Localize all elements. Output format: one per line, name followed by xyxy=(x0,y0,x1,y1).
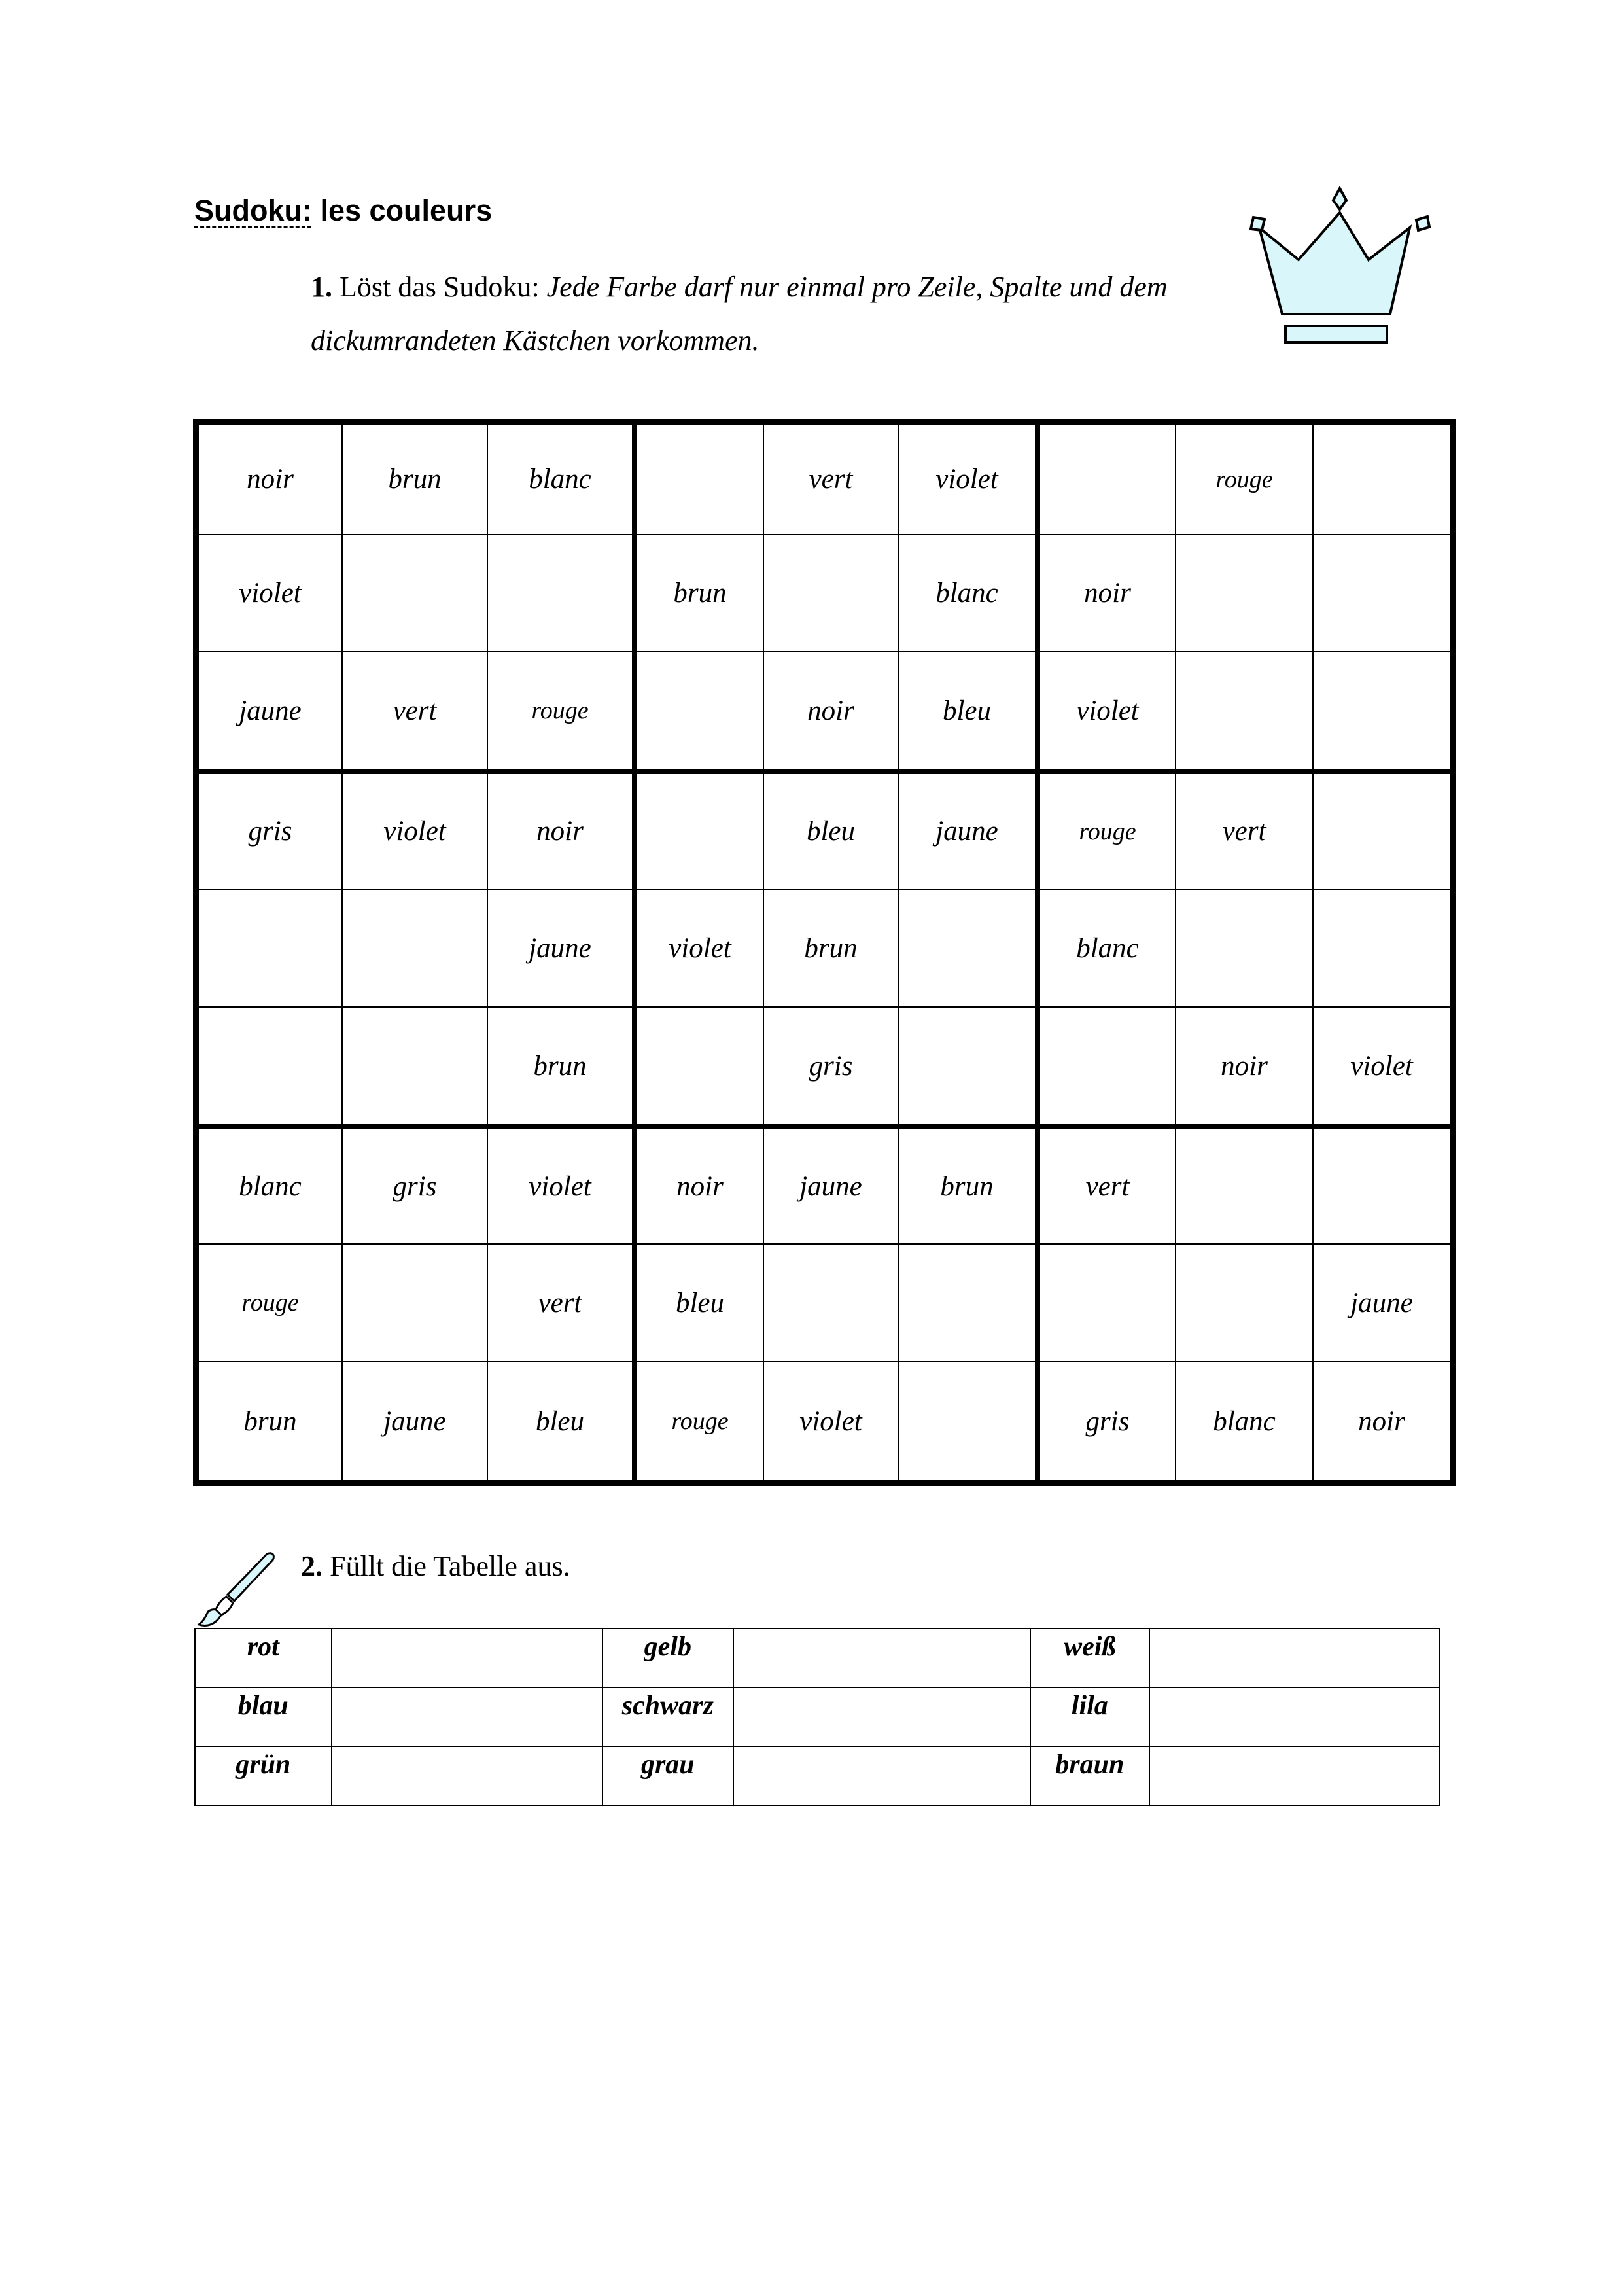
sudoku-cell: bleu xyxy=(635,1244,763,1362)
sudoku-cell: blanc xyxy=(1038,889,1176,1007)
sudoku-cell: jaune xyxy=(763,1127,898,1244)
vocab-german-word: weiß xyxy=(1030,1629,1149,1687)
sudoku-row xyxy=(196,771,1453,889)
task-2-text: Füllt die Tabelle aus. xyxy=(323,1550,570,1582)
sudoku-cell: noir xyxy=(487,771,635,889)
vocab-german-word: grün xyxy=(195,1746,332,1805)
title-rest: les couleurs xyxy=(311,194,493,227)
vocab-german-word: rot xyxy=(195,1629,332,1687)
sudoku-cell: rouge xyxy=(487,652,635,771)
sudoku-cell[interactable] xyxy=(196,1007,343,1127)
sudoku-cell[interactable] xyxy=(635,1007,763,1127)
vocab-german-word: lila xyxy=(1030,1687,1149,1746)
task-1-number: 1. xyxy=(311,271,332,303)
sudoku-cell: brun xyxy=(487,1007,635,1127)
sudoku-cell: violet xyxy=(196,535,343,652)
crown-icon xyxy=(1243,183,1439,353)
sudoku-cell: brun xyxy=(196,1362,343,1483)
sudoku-cell: blanc xyxy=(1176,1362,1313,1483)
sudoku-grid xyxy=(193,419,1456,1486)
vocab-answer-cell[interactable] xyxy=(733,1746,1030,1805)
sudoku-cell[interactable] xyxy=(1313,889,1453,1007)
sudoku-cell[interactable] xyxy=(342,1244,487,1362)
sudoku-cell: rouge xyxy=(635,1362,763,1483)
vocab-answer-cell[interactable] xyxy=(1149,1629,1439,1687)
sudoku-cell[interactable] xyxy=(1313,422,1453,535)
sudoku-cell: noir xyxy=(1038,535,1176,652)
sudoku-cell: bleu xyxy=(487,1362,635,1483)
sudoku-cell: violet xyxy=(898,422,1038,535)
sudoku-cell: violet xyxy=(342,771,487,889)
vocab-german-word: grau xyxy=(602,1746,733,1805)
vocab-german-word: schwarz xyxy=(602,1687,733,1746)
sudoku-cell[interactable] xyxy=(635,422,763,535)
sudoku-cell: blanc xyxy=(487,422,635,535)
sudoku-cell[interactable] xyxy=(898,1362,1038,1483)
sudoku-cell[interactable] xyxy=(342,1007,487,1127)
sudoku-cell[interactable] xyxy=(487,535,635,652)
sudoku-cell[interactable] xyxy=(1176,889,1313,1007)
task-2-instruction xyxy=(301,1549,570,1583)
sudoku-cell[interactable] xyxy=(1176,1127,1313,1244)
sudoku-cell: violet xyxy=(635,889,763,1007)
sudoku-cell: violet xyxy=(487,1127,635,1244)
vocab-answer-cell[interactable] xyxy=(733,1687,1030,1746)
sudoku-cell[interactable] xyxy=(1313,652,1453,771)
page-title xyxy=(194,194,492,228)
sudoku-cell: vert xyxy=(1038,1127,1176,1244)
sudoku-cell[interactable] xyxy=(1038,422,1176,535)
sudoku-cell[interactable] xyxy=(898,1007,1038,1127)
sudoku-cell: bleu xyxy=(898,652,1038,771)
sudoku-cell: noir xyxy=(1313,1362,1453,1483)
sudoku-cell: rouge xyxy=(1176,422,1313,535)
vocab-row xyxy=(195,1629,1439,1687)
sudoku-cell[interactable] xyxy=(1313,535,1453,652)
sudoku-cell[interactable] xyxy=(763,535,898,652)
sudoku-cell[interactable] xyxy=(342,535,487,652)
sudoku-cell: jaune xyxy=(196,652,343,771)
vocab-row xyxy=(195,1746,1439,1805)
sudoku-cell: brun xyxy=(898,1127,1038,1244)
vocab-answer-cell[interactable] xyxy=(1149,1687,1439,1746)
sudoku-cell[interactable] xyxy=(196,889,343,1007)
sudoku-cell: rouge xyxy=(1038,771,1176,889)
sudoku-cell[interactable] xyxy=(763,1244,898,1362)
sudoku-cell[interactable] xyxy=(342,889,487,1007)
sudoku-cell[interactable] xyxy=(1038,1007,1176,1127)
sudoku-cell: bleu xyxy=(763,771,898,889)
sudoku-cell: noir xyxy=(763,652,898,771)
sudoku-cell: blanc xyxy=(196,1127,343,1244)
vocab-answer-cell[interactable] xyxy=(1149,1746,1439,1805)
sudoku-cell: brun xyxy=(763,889,898,1007)
vocab-german-word: blau xyxy=(195,1687,332,1746)
sudoku-cell: vert xyxy=(1176,771,1313,889)
sudoku-row xyxy=(196,889,1453,1007)
sudoku-cell: gris xyxy=(1038,1362,1176,1483)
sudoku-cell[interactable] xyxy=(1038,1244,1176,1362)
sudoku-cell: blanc xyxy=(898,535,1038,652)
sudoku-cell[interactable] xyxy=(1176,1244,1313,1362)
sudoku-cell: gris xyxy=(196,771,343,889)
sudoku-cell: jaune xyxy=(1313,1244,1453,1362)
sudoku-cell: noir xyxy=(635,1127,763,1244)
paintbrush-icon xyxy=(196,1547,278,1629)
sudoku-cell: jaune xyxy=(342,1362,487,1483)
sudoku-row xyxy=(196,1007,1453,1127)
sudoku-cell: violet xyxy=(1313,1007,1453,1127)
sudoku-cell: gris xyxy=(342,1127,487,1244)
sudoku-cell: vert xyxy=(342,652,487,771)
task-1-text: Löst das Sudoku: xyxy=(332,271,547,303)
sudoku-row xyxy=(196,1244,1453,1362)
sudoku-cell[interactable] xyxy=(898,889,1038,1007)
vocab-table xyxy=(194,1628,1440,1806)
vocab-german-word: gelb xyxy=(602,1629,733,1687)
sudoku-cell[interactable] xyxy=(1176,535,1313,652)
sudoku-row xyxy=(196,535,1453,652)
sudoku-cell: gris xyxy=(763,1007,898,1127)
sudoku-cell: vert xyxy=(763,422,898,535)
title-sudoku-word: Sudoku: xyxy=(194,194,312,227)
sudoku-cell: jaune xyxy=(898,771,1038,889)
sudoku-cell[interactable] xyxy=(1313,771,1453,889)
vocab-row xyxy=(195,1687,1439,1746)
task-1-rule: Jede Farbe darf nur einmal pro Zeile, Spalte und dem dickumrandeten Kästchen vorkommen. xyxy=(311,271,1168,357)
sudoku-cell[interactable] xyxy=(898,1244,1038,1362)
sudoku-cell: violet xyxy=(763,1362,898,1483)
sudoku-cell: rouge xyxy=(196,1244,343,1362)
sudoku-cell: vert xyxy=(487,1244,635,1362)
vocab-answer-cell[interactable] xyxy=(332,1687,602,1746)
sudoku-cell[interactable] xyxy=(1176,652,1313,771)
sudoku-cell[interactable] xyxy=(1313,1127,1453,1244)
sudoku-row xyxy=(196,1127,1453,1244)
task-2-number: 2. xyxy=(301,1550,323,1582)
sudoku-row xyxy=(196,652,1453,771)
task-1-instruction xyxy=(311,260,1253,368)
sudoku-cell: brun xyxy=(635,535,763,652)
sudoku-cell[interactable] xyxy=(635,771,763,889)
sudoku-row xyxy=(196,422,1453,535)
sudoku-cell: jaune xyxy=(487,889,635,1007)
sudoku-cell[interactable] xyxy=(635,652,763,771)
vocab-answer-cell[interactable] xyxy=(332,1629,602,1687)
vocab-german-word: braun xyxy=(1030,1746,1149,1805)
sudoku-cell: noir xyxy=(196,422,343,535)
sudoku-row xyxy=(196,1362,1453,1483)
sudoku-cell: noir xyxy=(1176,1007,1313,1127)
vocab-answer-cell[interactable] xyxy=(332,1746,602,1805)
sudoku-cell: violet xyxy=(1038,652,1176,771)
vocab-answer-cell[interactable] xyxy=(733,1629,1030,1687)
sudoku-cell: brun xyxy=(342,422,487,535)
